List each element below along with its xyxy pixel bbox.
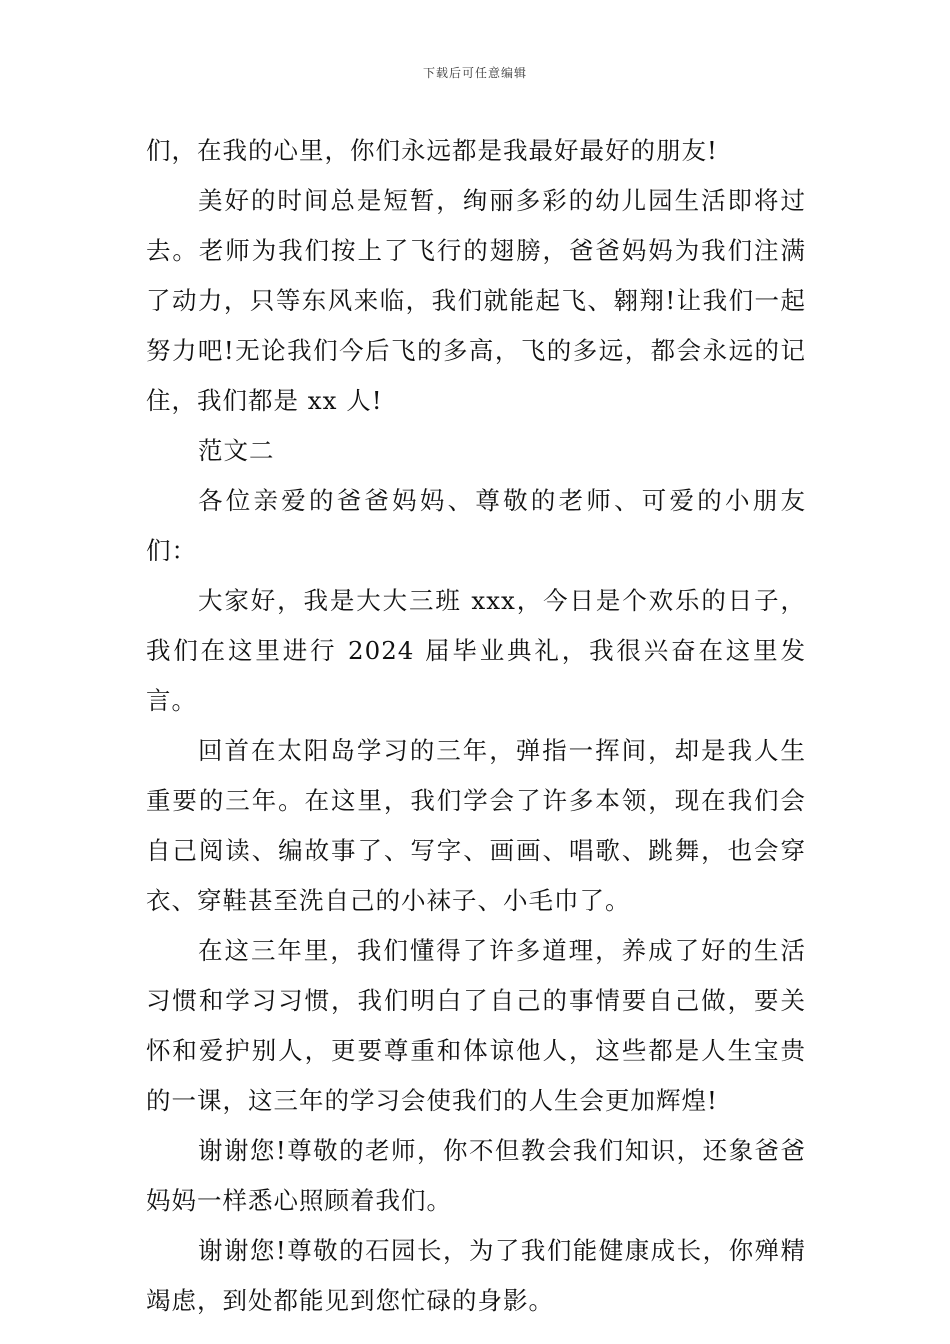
paragraph-review: 回首在太阳岛学习的三年，弹指一挥间，却是我人生重要的三年。在这里，我们学会了许多本领，现在我们会自己阅读、编故事了、写字、画画、唱歌、跳舞，也会穿衣、穿鞋甚至洗自己的小袜子、小毛巾了。 [146, 736, 806, 915]
paragraph-1: 们，在我的心里，你们永远都是我最好最好的朋友! [146, 136, 718, 165]
paragraph-thanks-principal: 谢谢您!尊敬的石园长，为了我们能健康成长，你殚精竭虑，到处都能见到您忙碌的身影。 [146, 1236, 806, 1315]
paragraph-lessons: 在这三年里，我们懂得了许多道理，养成了好的生活习惯和学习习惯，我们明白了自己的事情要自己做，要关怀和爱护别人，更要尊重和体谅他人，这些都是人生宝贵的一课，这三年的学习会使我们的人生会更加辉煌! [146, 936, 806, 1115]
section-heading: 范文二 [198, 436, 275, 465]
salutation: 各位亲爱的爸爸妈妈、尊敬的老师、可爱的小朋友们： [146, 486, 806, 565]
page-header: 下载后可任意编辑 [422, 66, 527, 80]
paragraph-greeting: 大家好，我是大大三班 xxx，今日是个欢乐的日子，我们在这里进行 2024 届毕业典礼，我很兴奋在这里发言。 [146, 586, 806, 715]
paragraph-2: 美好的时间总是短暂，绚丽多彩的幼儿园生活即将过去。老师为我们按上了飞行的翅膀，爸爸妈妈为我们注满了动力，只等东风来临，我们就能起飞、翱翔!让我们一起努力吧!无论我们今后飞的多高，飞的多远，都会永远的记住，我们都是 xx 人! [146, 186, 806, 415]
document-body [146, 126, 806, 1326]
paragraph-thanks-teacher: 谢谢您!尊敬的老师，你不但教会我们知识，还象爸爸妈妈一样悉心照顾着我们。 [146, 1136, 806, 1215]
